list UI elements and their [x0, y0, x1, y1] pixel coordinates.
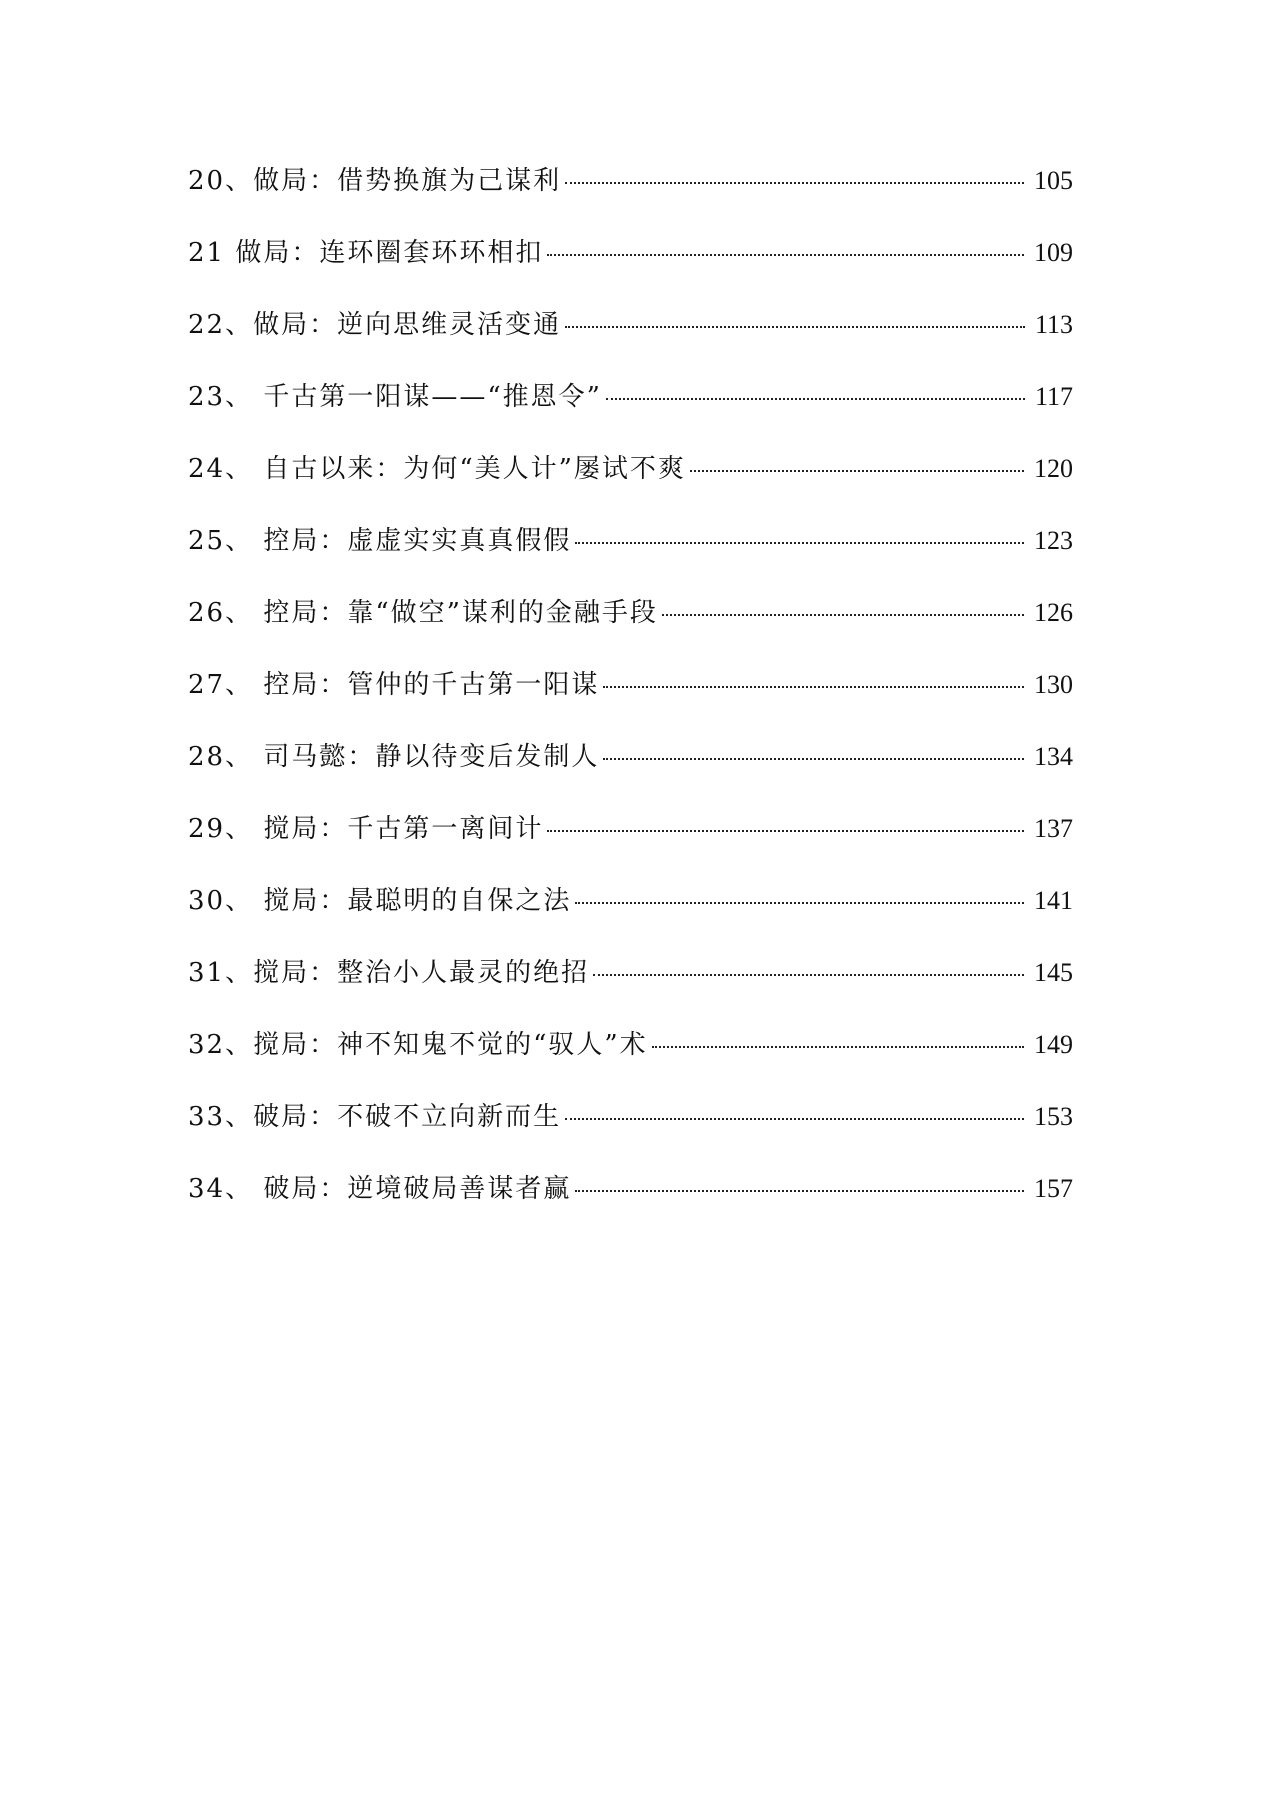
toc-entry-title: 27、 控局：管仲的千古第一阳谋 [188, 670, 600, 700]
toc-entry [188, 956, 1073, 990]
toc-page-number: 141 [1034, 886, 1073, 915]
dot-leader [593, 974, 1024, 976]
toc-page-number: 137 [1034, 814, 1073, 843]
toc-page-number: 113 [1034, 310, 1073, 339]
toc-entry-title: 23、 千古第一阳谋——“推恩令” [188, 382, 602, 412]
toc-entry-title: 30、 搅局：最聪明的自保之法 [188, 886, 572, 916]
toc-page-number: 105 [1034, 166, 1073, 195]
toc-entry-title: 26、 控局：靠“做空”谋利的金融手段 [188, 598, 658, 628]
dot-leader [603, 686, 1024, 688]
toc-entry-title: 34、 破局：逆境破局善谋者赢 [188, 1174, 572, 1204]
toc-entry-title: 32、搅局：神不知鬼不觉的“驭人”术 [188, 1030, 648, 1060]
toc-entry [188, 740, 1073, 774]
toc-entry-title: 29、 搅局：千古第一离间计 [188, 814, 544, 844]
toc-entry-title: 20、做局：借势换旗为己谋利 [188, 166, 562, 196]
toc-entry [188, 1172, 1073, 1206]
dot-leader [606, 398, 1025, 400]
dot-leader [575, 542, 1024, 544]
toc-entry [188, 1100, 1073, 1134]
dot-leader [565, 326, 1025, 328]
toc-page-number: 109 [1034, 238, 1073, 267]
toc-entry-title: 22、做局：逆向思维灵活变通 [188, 310, 562, 340]
dot-leader [662, 614, 1024, 616]
toc-page-number: 123 [1034, 526, 1073, 555]
toc-entry-title: 31、搅局：整治小人最灵的绝招 [188, 958, 590, 988]
dot-leader [547, 254, 1024, 256]
toc-entry [188, 308, 1073, 342]
toc-entry-title: 28、 司马懿：静以待变后发制人 [188, 742, 600, 772]
toc-page-number: 134 [1034, 742, 1073, 771]
toc-entry [188, 380, 1073, 414]
toc-page-number: 126 [1034, 598, 1073, 627]
dot-leader [603, 758, 1024, 760]
toc-entry [188, 668, 1073, 702]
toc-entry [188, 812, 1073, 846]
dot-leader [575, 902, 1024, 904]
toc-page-number: 117 [1034, 382, 1073, 411]
toc-entry-title: 25、 控局：虚虚实实真真假假 [188, 526, 572, 556]
dot-leader [565, 1118, 1024, 1120]
dot-leader [690, 470, 1024, 472]
toc-entry [188, 596, 1073, 630]
toc-entry-title: 33、破局：不破不立向新而生 [188, 1102, 562, 1132]
toc-entry [188, 524, 1073, 558]
toc-page-number: 130 [1034, 670, 1073, 699]
toc-page-number: 145 [1034, 958, 1073, 987]
dot-leader [565, 182, 1024, 184]
toc-entry [188, 164, 1073, 198]
toc-page-number: 120 [1034, 454, 1073, 483]
toc-entry [188, 236, 1073, 270]
toc-page-number: 149 [1034, 1030, 1073, 1059]
dot-leader [652, 1046, 1024, 1048]
toc-page-number: 153 [1034, 1102, 1073, 1131]
toc-entry-title: 21 做局：连环圈套环环相扣 [188, 238, 544, 268]
dot-leader [575, 1190, 1024, 1192]
toc-entry [188, 1028, 1073, 1062]
toc-entry [188, 452, 1073, 486]
toc-entry [188, 884, 1073, 918]
toc-page-number: 157 [1034, 1174, 1073, 1203]
toc-entry-title: 24、 自古以来：为何“美人计”屡试不爽 [188, 454, 686, 484]
dot-leader [547, 830, 1024, 832]
